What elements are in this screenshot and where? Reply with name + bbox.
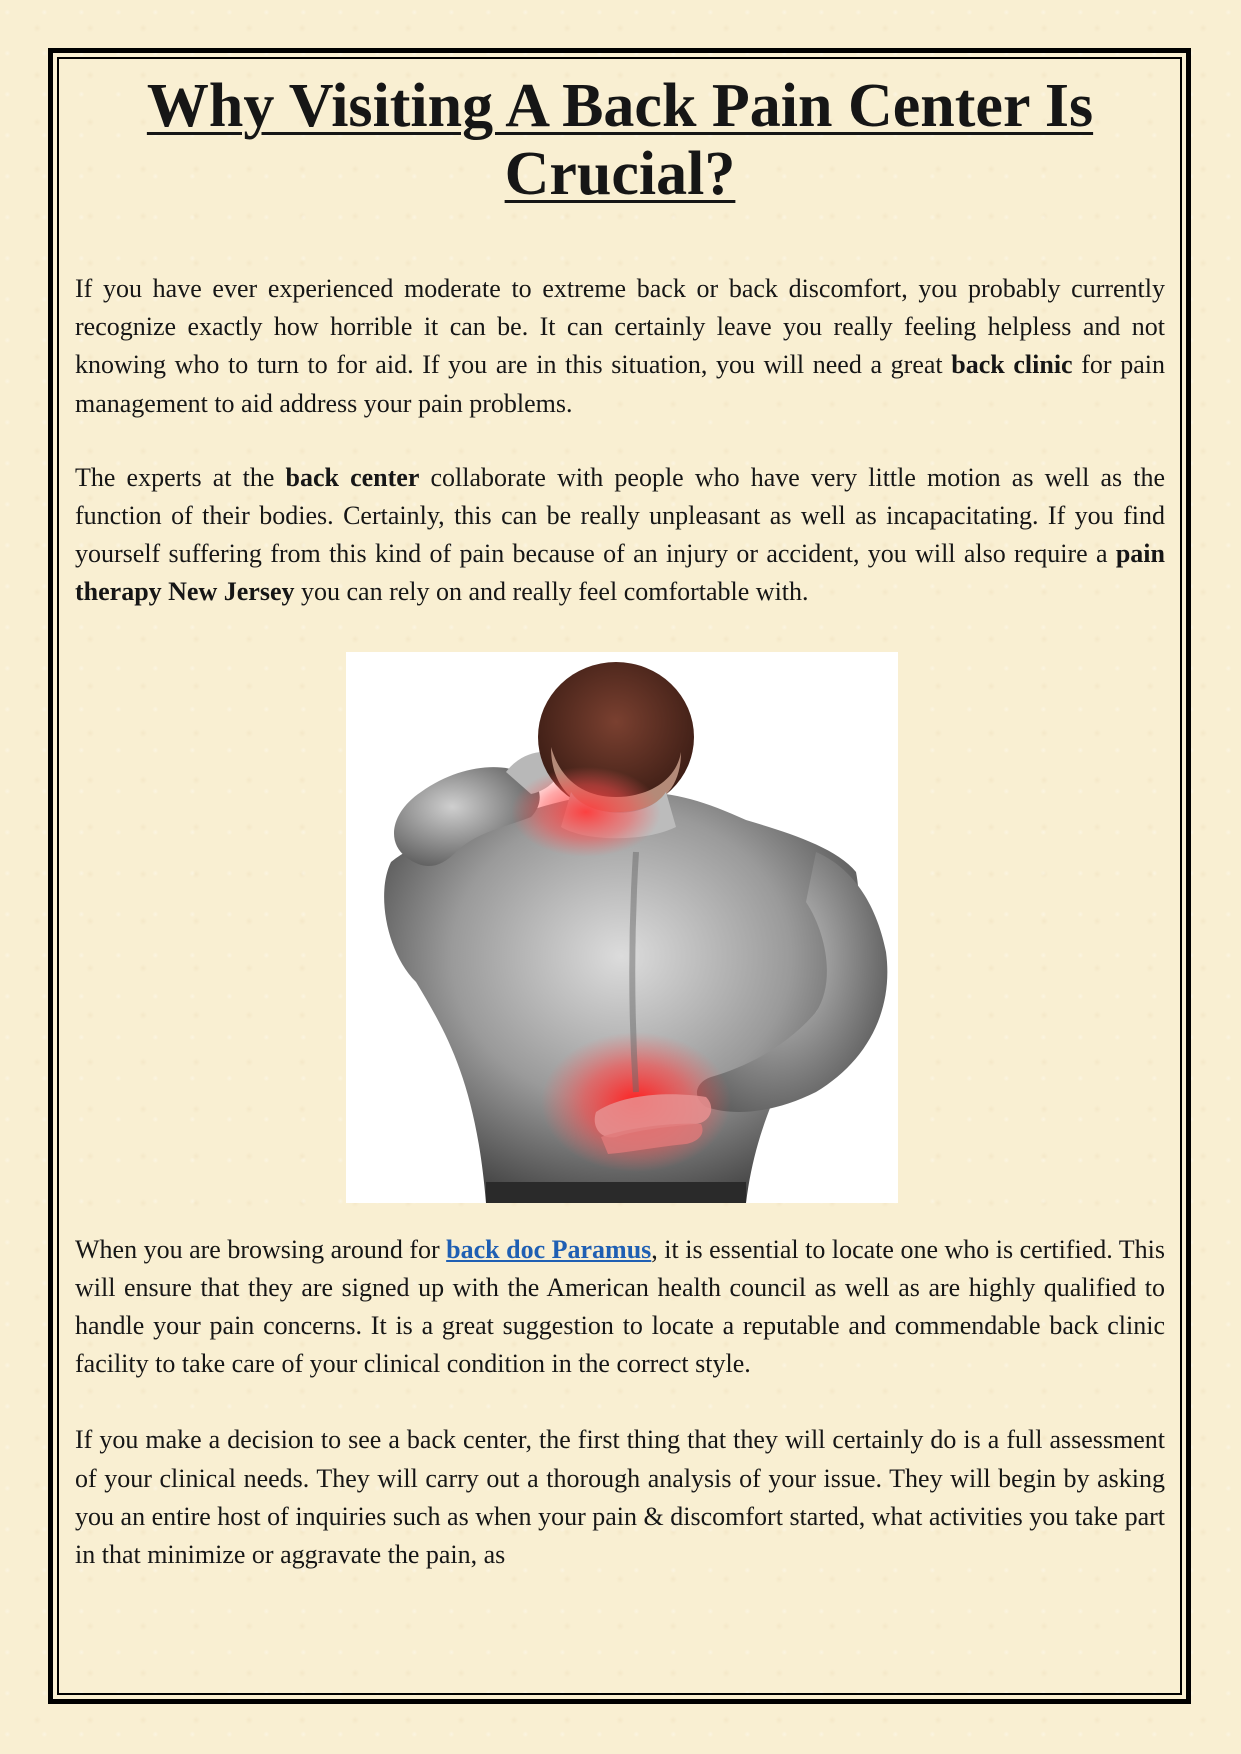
paragraph-experts-text-end: you can rely on and really feel comfortable with. [294, 577, 809, 607]
paragraph-experts [75, 459, 1165, 612]
man-holding-back-image [346, 652, 898, 1203]
keyword-back-clinic: back clinic [951, 350, 1073, 380]
paragraph-experts-text-middle: collaborate with people who have very little motion as well as the function of their bodies. Certainly, this can be really unpleasant as well as incapacitating. If you find yourself suffering from this kind of pain because of an injury or accident, you will also require a [75, 462, 1165, 569]
paragraph-experts-text-start: The experts at the [75, 462, 286, 492]
paragraph-certified-text-end: , it is essential to locate one who is certified. This will ensure that they are signed up with the American health council as well as are highly qualified to handle your pain concerns. It is a great suggestion to locate a reputable and commendable back clinic facility to take care of your clinical condition in the correct style. [75, 1234, 1165, 1379]
paragraph-certified-text-start: When you are browsing around for [75, 1234, 447, 1264]
paragraph-assessment [75, 1421, 1165, 1574]
back-pain-illustration [346, 652, 898, 1203]
paragraph-intro [75, 270, 1165, 423]
paragraph-intro-text-end: for pain management to aid address your pain problems. [75, 350, 1165, 418]
page-title-line2: Crucial? [504, 140, 736, 208]
paragraph-certified [75, 1231, 1165, 1384]
keyword-pain-therapy: pain therapy New Jersey [75, 539, 1165, 607]
paragraph-assessment-text: If you make a decision to see a back center, the first thing that they will certainly do is a full assessment of your clinical needs. They will carry out a thorough analysis of your issue. They will begin by asking you an entire host of inquiries such as when your pain & discomfort started, what activities you take part in that minimize or aggravate the pain, as [75, 1425, 1165, 1570]
page-title-line1: Why Visiting A Back Pain Center Is [146, 72, 1094, 140]
paragraph-intro-text-start: If you have ever experienced moderate to extreme back or back discomfort, you probably currently recognize exactly how horrible it can be. It can certainly leave you really feeling helpless and not knowing who to turn to for aid. If you are in this situation, you will need a great [75, 274, 1165, 380]
page-title [75, 72, 1165, 208]
keyword-back-center: back center [285, 462, 420, 492]
back-doc-paramus-link[interactable]: back doc Paramus [446, 1234, 652, 1264]
document-body [75, 72, 1165, 1574]
